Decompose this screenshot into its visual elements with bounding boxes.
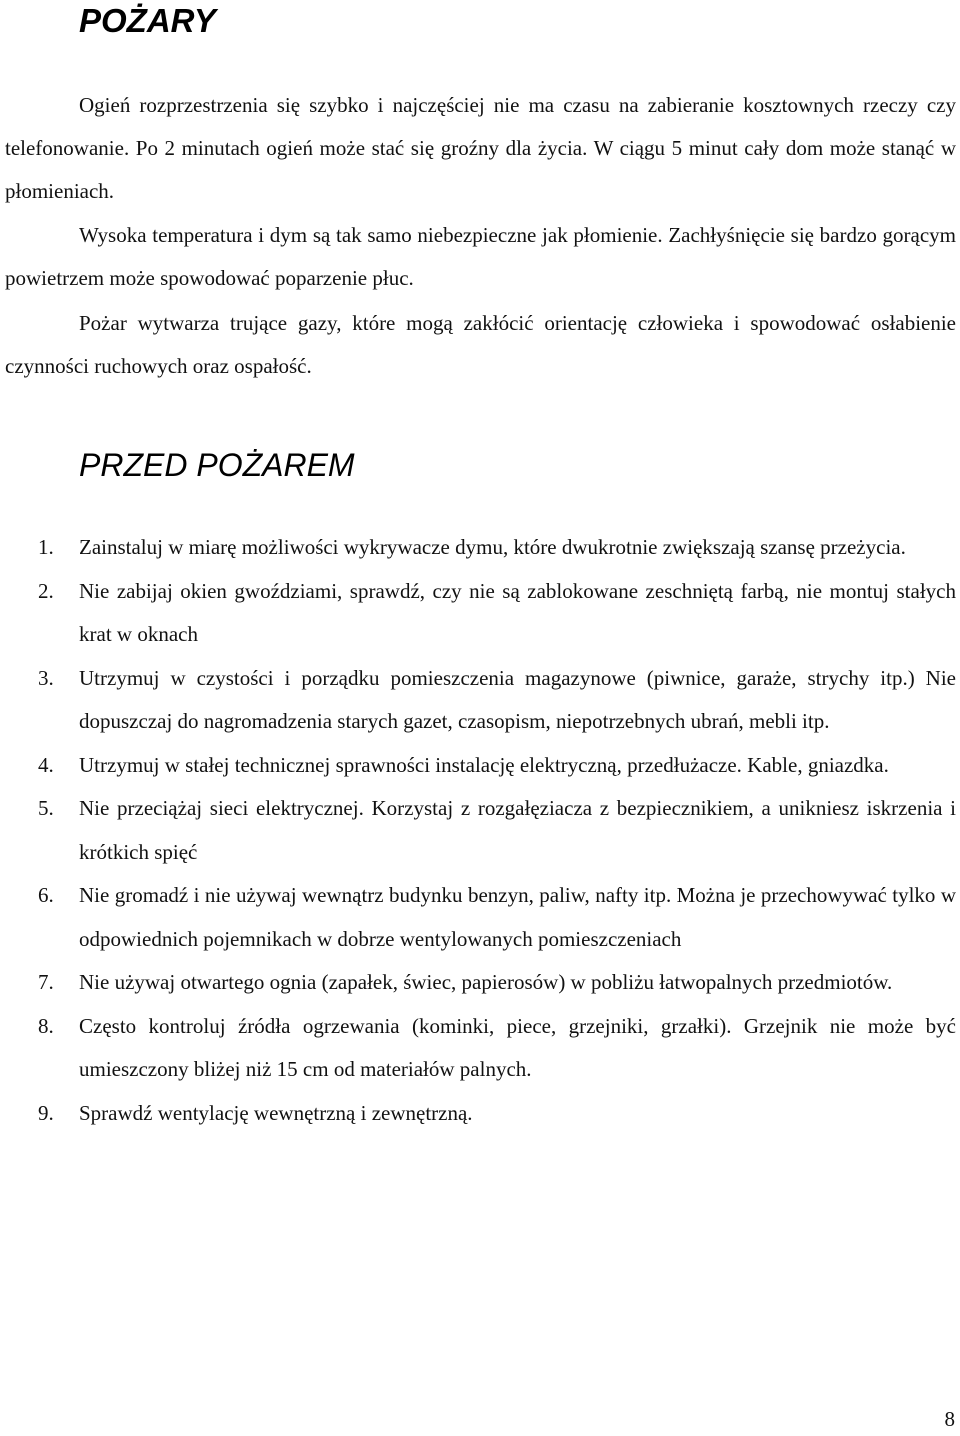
list-item-text: Nie używaj otwartego ognia (zapałek, świec, papierosów) w pobliżu łatwopalnych przedmiotów. — [79, 970, 893, 994]
list-item-number: 1. — [38, 535, 54, 559]
list-item — [0, 526, 956, 570]
list-item-number: 4. — [38, 752, 54, 777]
list-item-number: 8. — [38, 1013, 54, 1038]
intro-paragraph-2: Wysoka temperatura i dym są tak samo niebezpieczne jak płomienie. Zachłyśnięcie się bardzo gorącym powietrzem może spowodować poparzenie płuc. — [5, 223, 956, 290]
list-item-number: 5. — [38, 796, 54, 820]
list-item — [0, 1005, 956, 1092]
list-item — [0, 744, 956, 788]
section-title: PRZED POŻAREM — [79, 447, 355, 483]
precautions-list — [0, 526, 956, 1135]
list-item-text: Zainstaluj w miarę możliwości wykrywacze dymu, które dwukrotnie zwiększają szansę przeżycia. — [79, 535, 906, 559]
list-item — [0, 787, 956, 874]
list-item-number: 3. — [38, 665, 54, 690]
list-item-text: Nie gromadź i nie używaj wewnątrz budynku benzyn, paliw, nafty itp. Można je przechowywać tylko w odpowiednich pojemnikach w dobrze wentylowanych pomieszczeniach — [79, 883, 956, 951]
list-item — [0, 570, 956, 657]
page-number: 8 — [944, 1407, 955, 1431]
list-item-text: Utrzymuj w czystości i porządku pomieszczenia magazynowe (piwnice, garaże, strychy itp.) Nie dopuszczaj do nagromadzenia starych gazet, czasopism, niepotrzebnych ubrań, mebli itp. — [79, 665, 956, 733]
list-item-number: 7. — [38, 970, 54, 994]
intro-paragraph-1: Ogień rozprzestrzenia się szybko i najczęściej nie ma czasu na zabieranie kosztownych rzeczy czy telefonowanie. Po 2 minutach ogień może stać się groźny dla życia. W ciągu 5 minut cały dom może stanąć w płomieniach. — [5, 93, 956, 203]
list-item-text: Utrzymuj w stałej technicznej sprawności instalację elektryczną, przedłużacze. Kable, gniazdka. — [79, 752, 889, 777]
list-item-text: Sprawdź wentylację wewnętrzną i zewnętrzną. — [79, 1100, 473, 1125]
page-title: POŻARY — [79, 2, 216, 39]
list-item — [0, 657, 956, 744]
list-item — [0, 1092, 956, 1136]
list-item-text: Nie przeciążaj sieci elektrycznej. Korzystaj z rozgałęziacza z bezpiecznikiem, a unikniesz iskrzenia i krótkich spięć — [79, 796, 956, 864]
list-item-text: Nie zabijaj okien gwoździami, sprawdź, czy nie są zablokowane zeschniętą farbą, nie montuj stałych krat w oknach — [79, 578, 956, 646]
list-item-number: 6. — [38, 883, 54, 907]
list-item — [0, 961, 956, 1005]
list-item — [0, 874, 956, 961]
list-item-number: 2. — [38, 578, 54, 603]
list-item-number: 9. — [38, 1100, 54, 1125]
list-item-text: Często kontroluj źródła ogrzewania (kominki, piece, grzejniki, grzałki). Grzejnik nie może być umieszczony bliżej niż 15 cm od materiałów palnych. — [79, 1013, 956, 1081]
intro-paragraph-3: Pożar wytwarza trujące gazy, które mogą zakłócić orientację człowieka i spowodować osłabienie czynności ruchowych oraz ospałość. — [5, 311, 956, 378]
